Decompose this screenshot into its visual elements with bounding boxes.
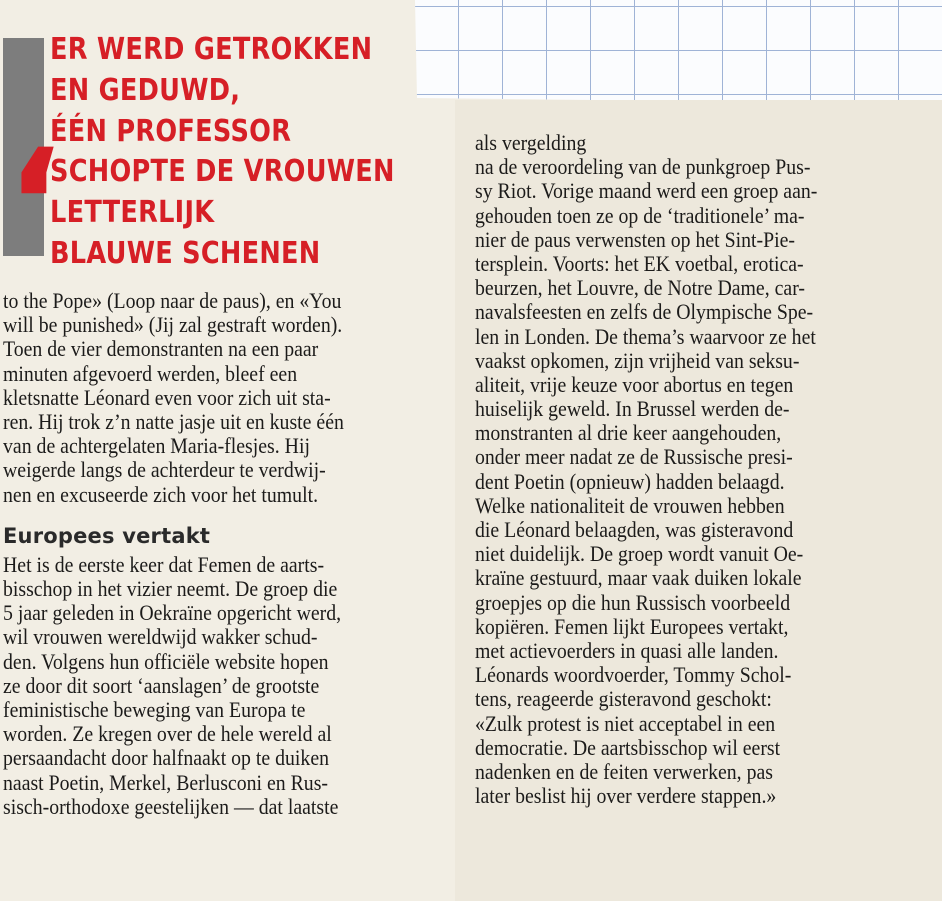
text-line: «Zulk protest is niet acceptabel in een [475,710,776,736]
text-line: ren. Hij trok z’n natte jasje uit en kuste één [3,408,344,434]
text-line: nadenken en de feiten verwerken, pas [475,758,773,784]
text-line: worden. Ze kregen over de hele wereld al [3,721,332,747]
text-line: weigerde langs de achterdeur te verdwij- [3,457,326,483]
text-line: met actievoerders in quasi alle landen. [475,637,779,663]
grid-paper-background [415,0,942,100]
text-line: aliteit, vrije keuze voor abortus en tegen [475,371,794,397]
text-line: 5 jaar geleden in Oekraïne opgericht werd, [3,600,342,626]
text-line: ze door dit soort ‘aanslagen’ de grootste [3,672,320,698]
text-line: als vergelding [475,130,587,155]
text-line: sisch-orthodoxe geestelijken — dat laatste [3,793,339,819]
headline-line: BLAUWE SCHENEN [50,235,321,271]
text-line: gehouden toen ze op de ‘traditionele’ ma- [475,202,805,228]
headline-line: ER WERD GETROKKEN [50,32,373,67]
text-line: dent Poetin (opnieuw) hadden belaagd. [475,468,785,494]
text-line: feministische beweging van Europa te [3,697,306,723]
text-line: groepjes op die hun Russisch voorbeeld [475,589,791,615]
headline-line: LETTERLIJK [50,195,215,231]
text-line: bisschop in het vizier neemt. De groep die [3,576,338,602]
text-line: democratie. De aartsbisschop wil eerst [475,734,781,760]
text-line: monstranten al drie keer aangehouden, [475,420,782,446]
text-line: navalsfeesten en zelfs de Olympische Spe- [475,299,814,325]
section-subheading: Europees vertakt [3,523,211,548]
text-line: die Léonard belaagden, was gisteravond [475,517,794,542]
text-line: naast Poetin, Merkel, Berlusconi en Rus- [3,769,328,795]
right-article-column [475,131,921,808]
text-line: Het is de eerste keer dat Femen de aarts- [3,551,325,577]
text-line: huiselijk geweld. In Brussel werden de- [475,396,790,422]
text-line: na de veroordeling van de punkgroep Pus- [475,154,811,180]
text-line: kletsnatte Léonard even voor zich uit sta- [3,384,331,410]
text-line: vaakst opkomen, zijn vrijheid van seksu- [475,347,800,373]
text-line: tersplein. Voorts: het EK voetbal, erotica- [475,250,804,276]
text-line: van de achtergelaten Maria-flesjes. Hij [3,433,310,459]
text-line: den. Volgens hun officiële website hopen [3,648,329,674]
pull-quote-headline [50,30,395,275]
text-line: onder meer nadat ze de Russische presi- [475,444,793,470]
text-line: niet duidelijk. De groep wordt vanuit Oe- [475,541,804,567]
text-line: len in Londen. De thema’s waarvoor ze het [475,323,816,349]
text-line: minuten afgevoerd werden, bleef een [3,360,298,386]
text-line: later beslist hij over verdere stappen.» [475,783,777,809]
text-line: persaandacht door halfnaakt op te duiken [3,745,330,771]
text-line: nier de paus verwensten op het Sint-Pie- [475,226,796,252]
text-line: tens, reageerde gisteravond geschokt: [475,686,772,712]
text-line: kraïne gestuurd, maar vaak duiken lokale [475,565,802,591]
text-line: Toen de vier demonstranten na een paar [3,336,319,362]
text-line: Léonards woordvoerder, Tommy Schol- [475,662,792,688]
text-line: wil vrouwen wereldwijd wakker schud- [3,624,318,650]
text-line: nen en excuseerde zich voor het tumult. [3,481,319,507]
text-line: Welke nationaliteit de vrouwen hebben [475,492,785,518]
text-line: sy Riot. Vorige maand werd een groep aan- [475,178,818,204]
headline-line: ÉÉN PROFESSOR [50,113,292,149]
headline-line: SCHOPTE DE VROUWEN [50,154,395,190]
text-line: will be punished» (Jij zal gestraft worden). [3,312,343,338]
left-article-column [3,289,439,819]
headline-line: EN GEDUWD, [50,72,241,108]
text-line: kopiëren. Femen lijkt Europees vertakt, [475,613,789,639]
text-line: to the Pope» (Loop naar de paus), en «You [3,288,342,313]
text-line: beurzen, het Louvre, de Notre Dame, car- [475,275,805,301]
pull-quote-mark: ‘ [6,118,63,292]
